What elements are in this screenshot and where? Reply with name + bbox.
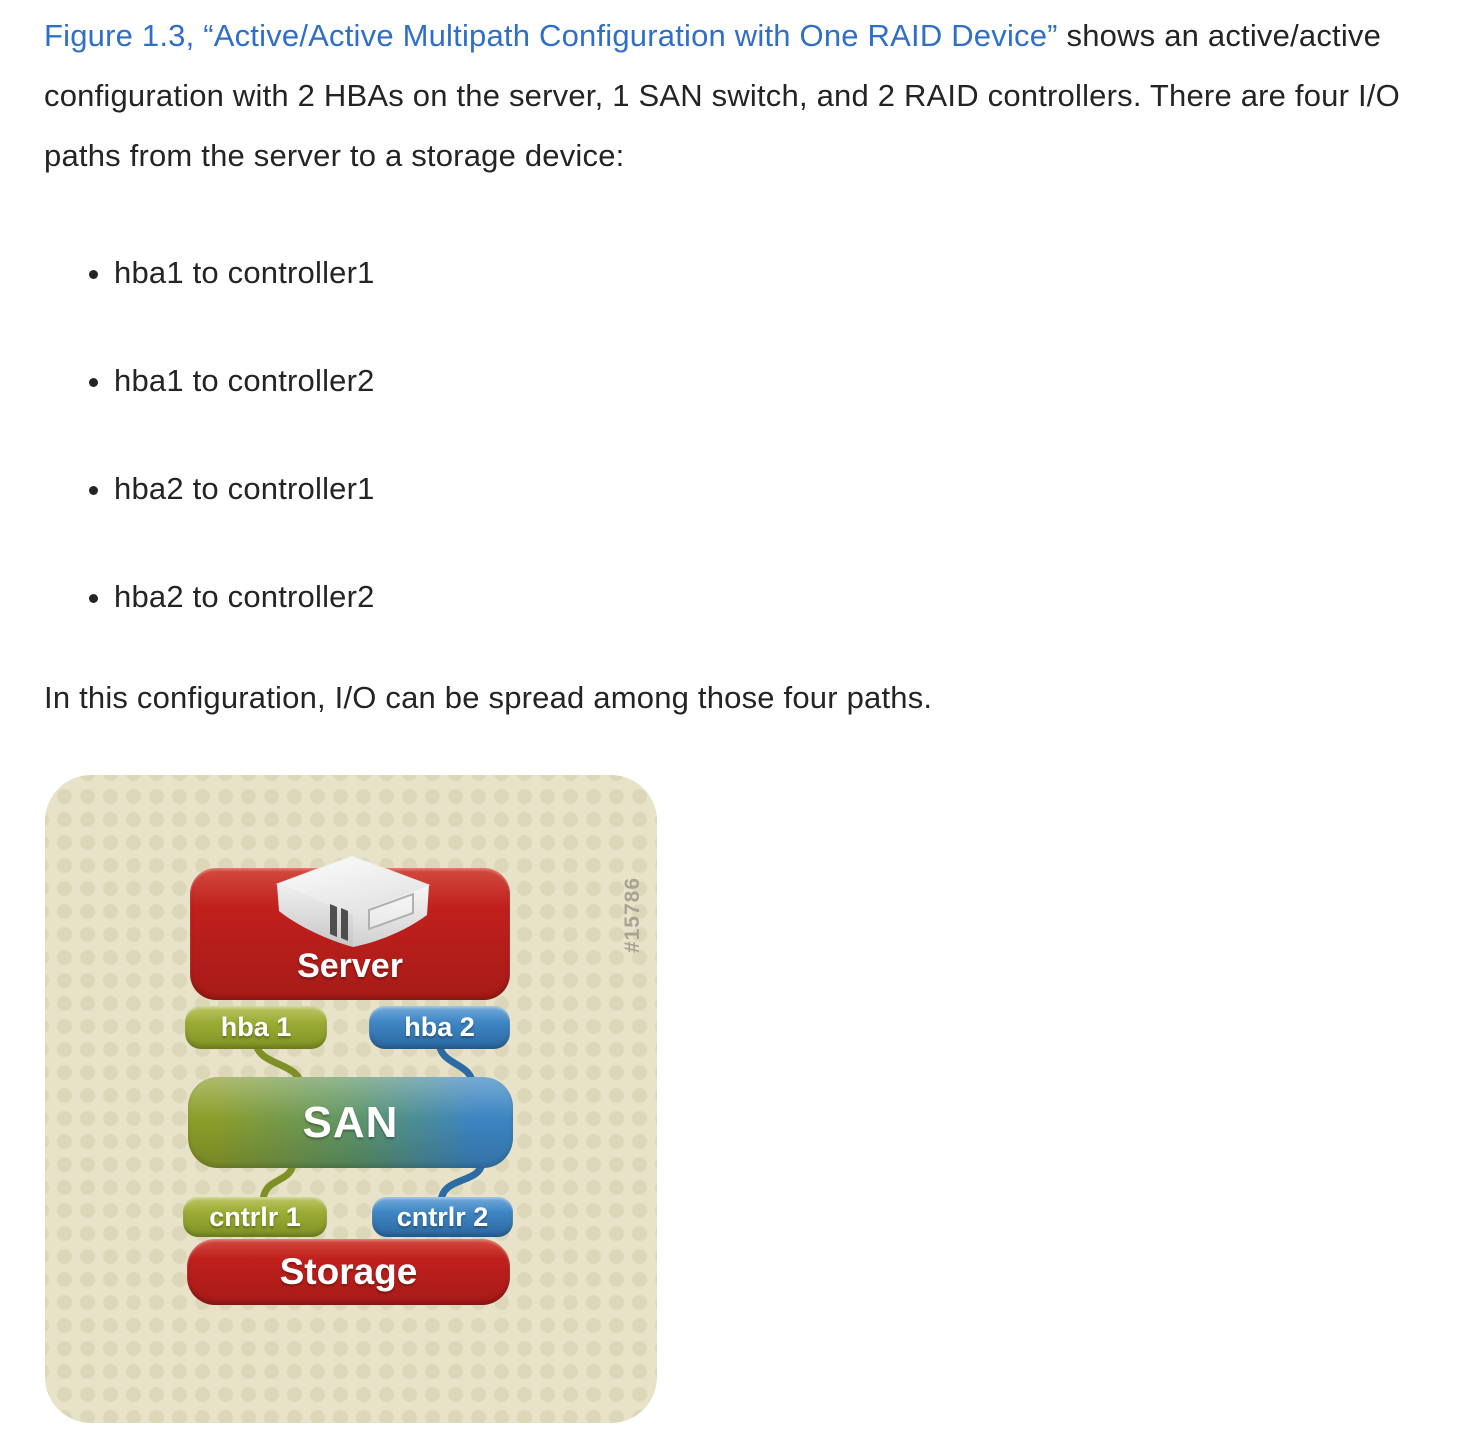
intro-paragraph: [44, 6, 1424, 186]
storage-label: Storage: [279, 1251, 418, 1292]
summary-paragraph: In this configuration, I/O can be spread among those four paths.: [44, 680, 933, 715]
list-item-hba2-controller2: • hba2 to controller2: [114, 580, 1432, 614]
server-3d-icon: [272, 853, 432, 950]
server-label: Server: [297, 947, 403, 985]
list-item-hba2-controller1: • hba2 to controller1: [114, 472, 1432, 506]
multipath-diagram-figure: [45, 775, 657, 1423]
intro-text: shows an active/active configuration with 2 HBAs on the server, 1 SAN switch, and 2 RAID controllers. There are four I/O paths from the server to a storage device:: [44, 18, 1400, 173]
hba1-label: hba 1: [220, 1012, 292, 1042]
diagram-node-cntrlr2: [372, 1197, 513, 1237]
diagram-node-storage: [187, 1239, 510, 1305]
io-paths-list: [44, 256, 1432, 614]
list-item-hba1-controller2: • hba1 to controller2: [114, 364, 1432, 398]
san-label: SAN: [302, 1097, 399, 1147]
diagram-node-hba1: [185, 1006, 327, 1049]
diagram-node-cntrlr1: [183, 1197, 327, 1237]
diagram-node-san: [188, 1077, 513, 1168]
hba2-label: hba 2: [404, 1012, 475, 1042]
figure-1-3-link[interactable]: Figure 1.3, “Active/Active Multipath Configuration with One RAID Device”: [44, 18, 1058, 53]
cntrlr1-label: cntrlr 1: [209, 1201, 301, 1232]
cntrlr2-label: cntrlr 2: [396, 1201, 489, 1232]
figure-number: #15786: [621, 876, 644, 954]
list-item-hba1-controller1: • hba1 to controller1: [114, 256, 1432, 290]
diagram-node-hba2: [369, 1006, 510, 1049]
